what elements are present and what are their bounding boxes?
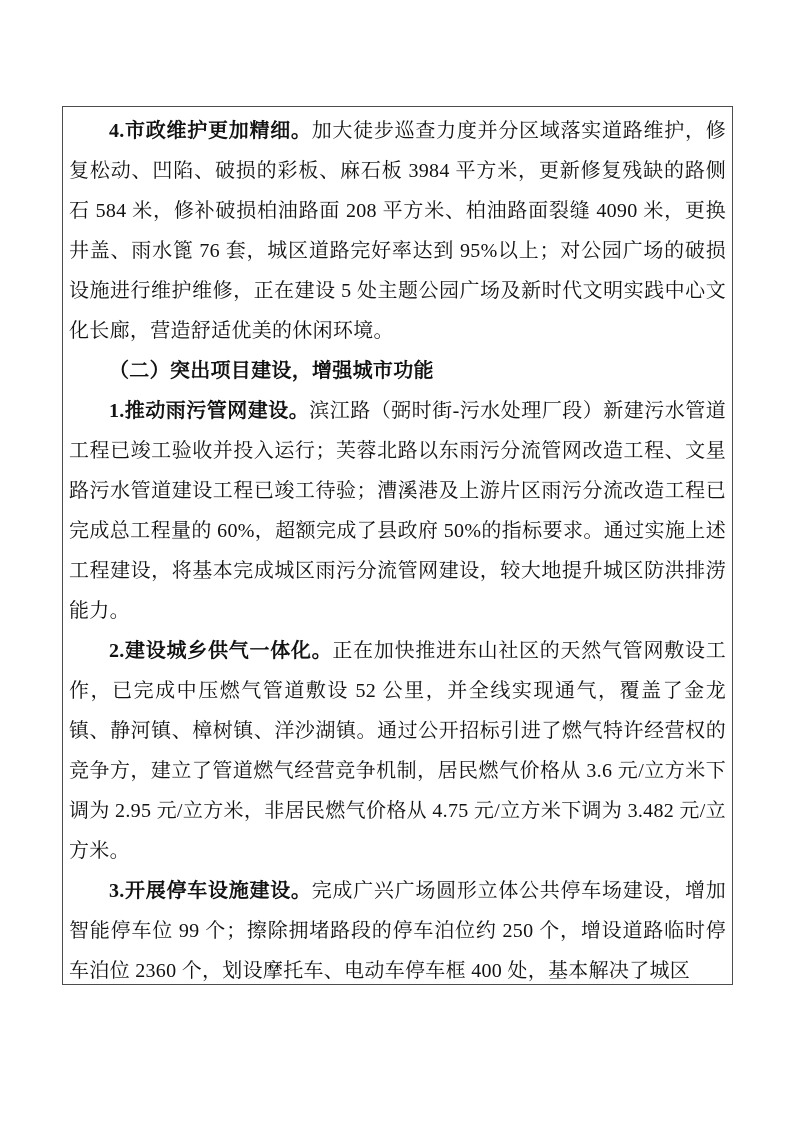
paragraph-body-text: 完成广兴广场圆形立体公共停车场建设，增加智能停车位 99 个；擦除拥堵路段的停车泊位约 250 个，增设道路临时停车泊位 2360 个，划设摩托车、电动车停车框 400 处，基本解决了城区 xyxy=(69,880,726,982)
table-cell-border xyxy=(62,106,733,985)
paragraph-body-text: 加大徒步巡查力度并分区域落实道路维护，修复松动、凹陷、破损的彩板、麻石板 3984 平方米，更新修复残缺的路侧石 584 米，修补破损柏油路面 208 平方米、柏油路面裂缝 4090 米，更换井盖、雨水篦 76 套，城区道路完好率达到 95%以上；对公园广场的破损设施进行维护维修，正在建设 5 处主题公园广场及新时代文明实践中心文化长廊，营造舒适优美的休闲环境。 xyxy=(69,120,726,342)
paragraph-municipal-maintenance xyxy=(69,111,726,351)
paragraph-rain-sewage-network xyxy=(69,391,726,631)
paragraph-lead-bold: 4.市政维护更加精细。 xyxy=(109,120,312,142)
paragraph-lead-bold: 3.开展停车设施建设。 xyxy=(109,880,312,902)
paragraph-gas-supply xyxy=(69,631,726,871)
paragraph-parking-facilities xyxy=(69,871,726,985)
paragraph-body-text: 滨江路（弼时街-污水处理厂段）新建污水管道工程已竣工验收并投入运行；芙蓉北路以东雨污分流管网改造工程、文星路污水管道建设工程已竣工待验；漕溪港及上游片区雨污分流改造工程已完成总工程量的 60%，超额完成了县政府 50%的指标要求。通过实施上述工程建设，将基本完成城区雨污分流管网建设，较大地提升城区防洪排涝能力。 xyxy=(69,400,726,622)
paragraph-lead-bold: 1.推动雨污管网建设。 xyxy=(109,400,310,422)
paragraph-body-text: 正在加快推进东山社区的天然气管网敷设工作，已完成中压燃气管道敷设 52 公里，并全线实现通气，覆盖了金龙镇、静河镇、樟树镇、洋沙湖镇。通过公开招标引进了燃气特许经营权的竞争方，建立了管道燃气经营竞争机制，居民燃气价格从 3.6 元/立方米下调为 2.95 元/立方米，非居民燃气价格从 4.75 元/立方米下调为 3.482 元/立方米。 xyxy=(69,640,726,862)
section-heading: （二）突出项目建设，增强城市功能 xyxy=(109,360,434,382)
paragraph-lead-bold: 2.建设城乡供气一体化。 xyxy=(109,640,333,662)
